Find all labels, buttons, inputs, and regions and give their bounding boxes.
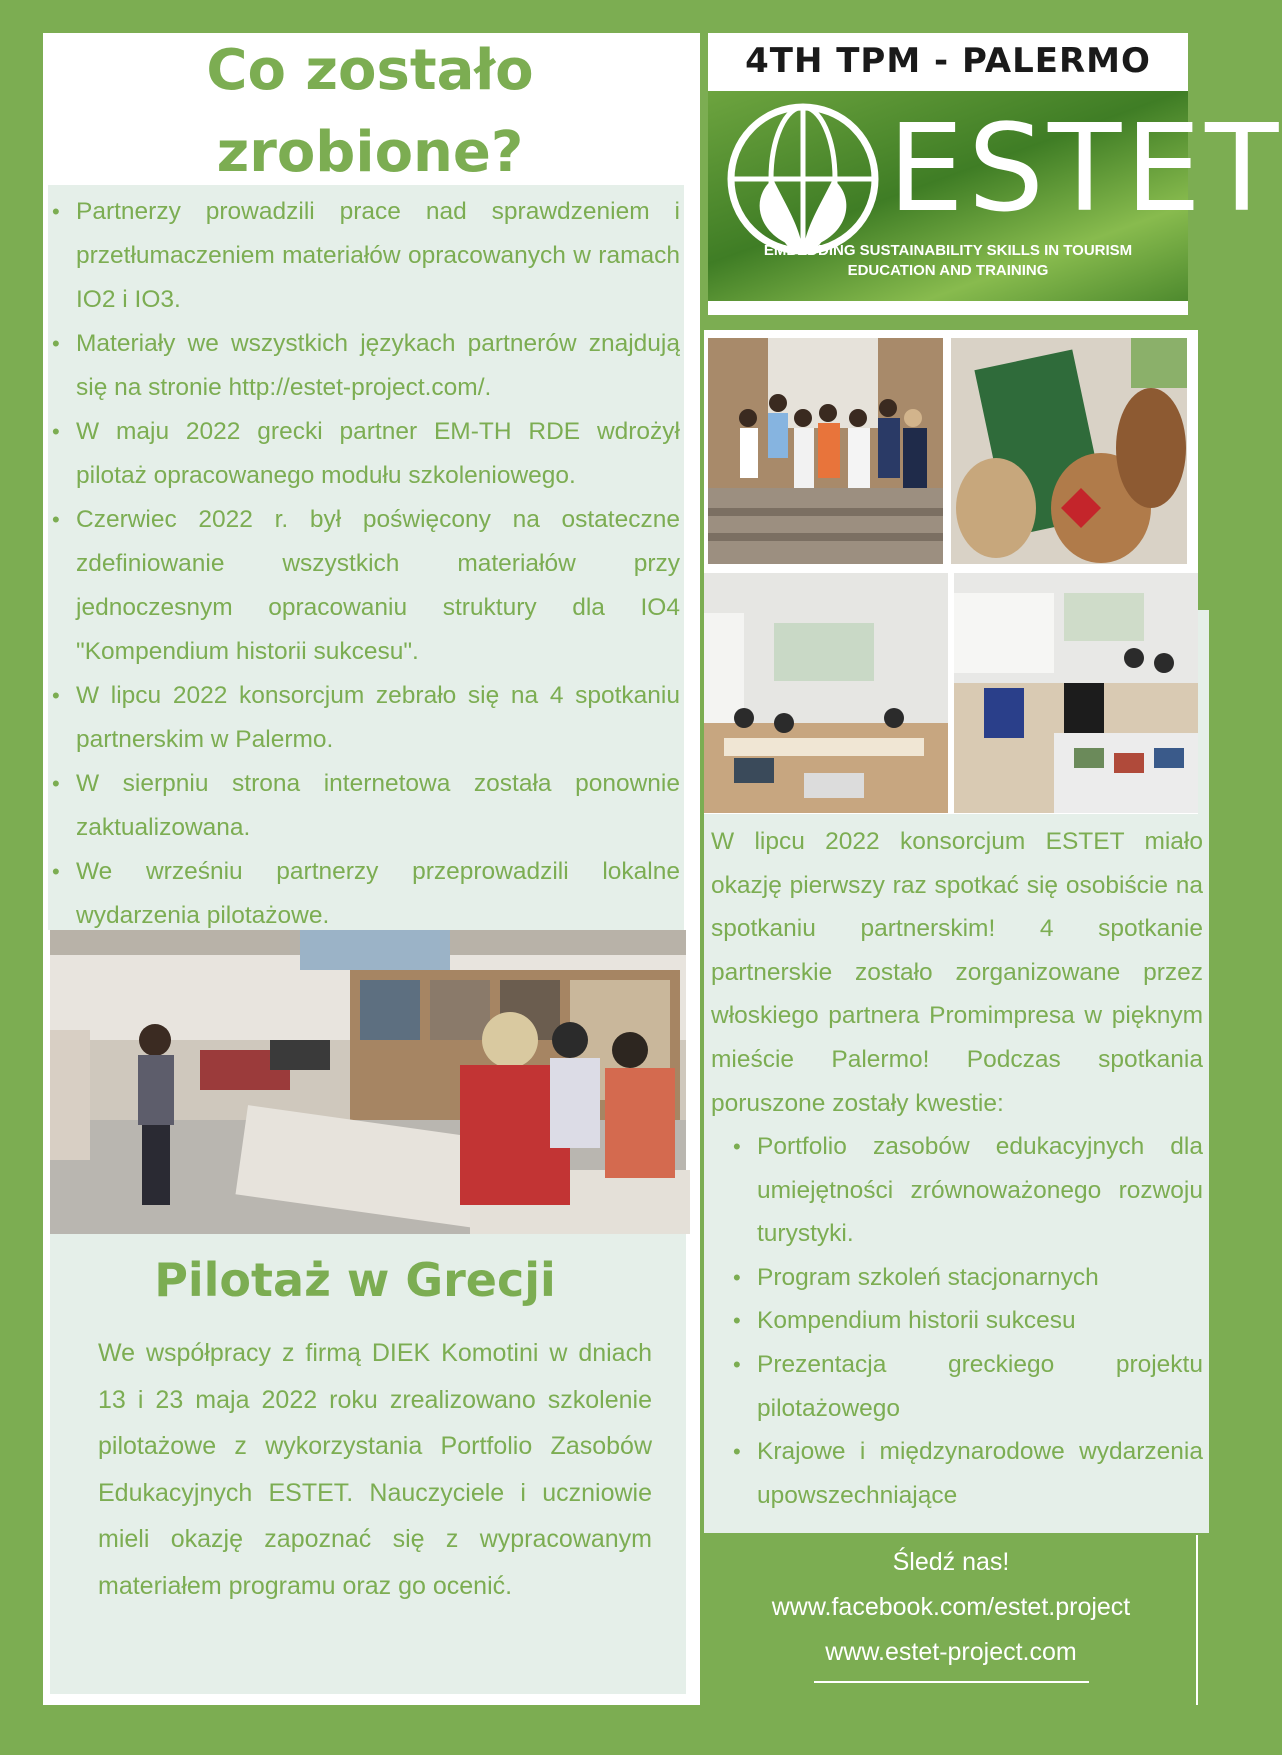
website-link[interactable]: www.estet-project.com: [825, 1638, 1077, 1666]
meeting-photos: [704, 330, 1198, 814]
pilot-text: We współpracy z firmą DIEK Komotini w dniach 13 i 23 maja 2022 roku zrealizowano szkolenie pilotażowe z wykorzystania Portfolio Zasobów Edukacyjnych ESTET. Nauczyciele i uczniowie mieli okazję zapoznać się z wypracowanym materiałem programu oraz go ocenić.: [98, 1339, 652, 1600]
tpm-banner: [708, 33, 1282, 315]
classroom-illustration: [50, 930, 686, 1234]
footer-underline: [814, 1681, 1089, 1683]
topic-item: • Portfolio zasobów edukacyjnych dla umiejętności zrównoważonego rozwoju turystyki.: [757, 1125, 1203, 1256]
list-item: • W lipcu 2022 konsorcjum zebrało się na 4 spotkaniu partnerskim w Palermo.: [76, 674, 680, 762]
banner-heading: 4TH TPM - PALERMO: [745, 41, 1151, 81]
topic-item: • Program szkoleń stacjonarnych: [757, 1256, 1203, 1300]
meeting-room-illustration-1: [704, 573, 948, 813]
group-photo: [708, 338, 943, 564]
meeting-room-photo-1: [704, 573, 948, 813]
pilot-heading: [50, 1245, 660, 1315]
classroom-photo: [50, 930, 686, 1234]
estet-logo-text: ESTET: [888, 100, 1282, 239]
gifts-photo: [951, 338, 1187, 564]
title-line-1: Co zostało: [206, 38, 534, 103]
list-item: • Czerwiec 2022 r. był poświęcony na ostateczne zdefiniowanie wszystkich materiałów przy jednoczesnym opracowaniu struktury dla IO4 "Kompendium historii sukcesu".: [76, 498, 680, 674]
pilot-heading-text: Pilotaż w Grecji: [154, 1253, 556, 1307]
meeting-room-illustration-2: [954, 573, 1198, 813]
list-item: • W sierpniu strona internetowa została ponownie zaktualizowana.: [76, 762, 680, 850]
banner-tagline: [708, 241, 1188, 281]
gifts-photo-illustration: [951, 338, 1187, 564]
facebook-link[interactable]: www.facebook.com/estet.project: [771, 1593, 1131, 1621]
meeting-topics: [733, 1125, 1203, 1517]
topic-item: • Prezentacja greckiego projektu pilotażowego: [757, 1343, 1203, 1430]
tagline-line-1: EMBEDDING SUSTAINABILITY SKILLS IN TOURISM: [763, 242, 1133, 259]
meeting-room-photo-2: [954, 573, 1198, 813]
footer-divider: [1196, 1535, 1198, 1705]
estet-logo-block: [708, 91, 1282, 301]
list-item: • Partnerzy prowadzili prace nad sprawdzeniem i przetłumaczeniem materiałów opracowanych w ramach IO2 i IO3.: [76, 190, 680, 322]
meeting-intro: W lipcu 2022 konsorcjum ESTET miało okazję pierwszy raz spotkać się osobiście na spotkaniu partnerskim! 4 spotkanie partnerskie zostało zorganizowane przez włoskiego partnera Promimpresa w pięknym mieście Palermo! Podczas spotkania poruszone zostały kwestie:: [711, 828, 1203, 1117]
list-item: • W maju 2022 grecki partner EM-TH RDE wdrożył pilotaż opracowanego modułu szkoleniowego.: [76, 410, 680, 498]
tagline-line-2: EDUCATION AND TRAINING: [847, 262, 1049, 279]
list-item: • Materiały we wszystkich językach partnerów znajdują się na stronie http://estet-project.com/.: [76, 322, 680, 410]
done-list: [50, 190, 680, 938]
topic-item: • Krajowe i międzynarodowe wydarzenia upowszechniające: [757, 1430, 1203, 1517]
list-item: • We wrześniu partnerzy przeprowadzili lokalne wydarzenia pilotażowe.: [76, 850, 680, 938]
page-title: [100, 30, 640, 194]
topic-item: • Kompendium historii sukcesu: [757, 1299, 1203, 1343]
title-line-2: zrobione?: [216, 120, 524, 185]
footer: [704, 1540, 1198, 1683]
group-photo-illustration: [708, 338, 943, 564]
follow-us: Śledź nas!: [892, 1548, 1010, 1576]
